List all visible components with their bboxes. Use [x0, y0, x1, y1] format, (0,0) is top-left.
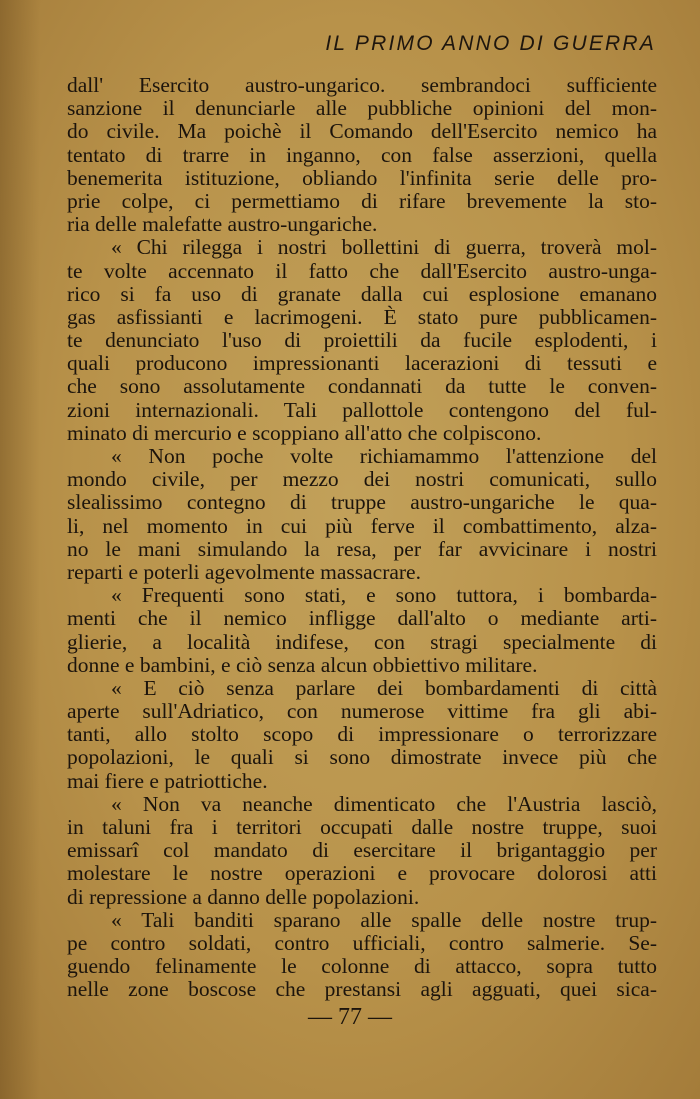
text-line: « E ciò senza parlare dei bombardamenti di città	[111, 675, 657, 700]
body-text	[67, 74, 657, 1002]
running-header: IL PRIMO ANNO DI GUERRA	[325, 32, 656, 55]
text-line: in taluni fra i territori occupati dalle nostre truppe, suoi	[67, 815, 657, 839]
text-line: di repressione a danno delle popolazioni.	[67, 884, 420, 909]
text-line: li, nel momento in cui più ferve il combattimento, alza-	[67, 513, 657, 538]
text-line: slealissimo contegno di truppe austro-ungariche le qua-	[67, 490, 657, 515]
text-line: menti che il nemico infligge dall'alto o mediante arti-	[67, 606, 657, 631]
text-line: reparti e poterli agevolmente massacrare.	[67, 559, 421, 584]
text-line: pe contro soldati, contro ufficiali, contro salmerie. Se-	[67, 930, 657, 955]
text-line: « Non poche volte richiamammo l'attenzione del	[111, 444, 657, 468]
text-line: do civile. Ma poichè il Comando dell'Esercito nemico ha	[67, 119, 657, 144]
text-line: emissarî col mandato di esercitare il brigantaggio per	[67, 838, 657, 863]
text-line: quali producono impressionanti lacerazioni di tessuti e	[67, 351, 657, 376]
text-line: rico si fa uso di granate dalla cui esplosione emanano	[67, 281, 657, 306]
text-line: che sono assolutamente condannati da tutte le conven-	[67, 374, 657, 399]
text-line: gas asfissianti e lacrimogeni. È stato pure pubblicamen-	[67, 304, 657, 329]
text-line: zioni internazionali. Tali pallottole contengono del ful-	[67, 397, 657, 422]
text-line: sanzione il denunciarle alle pubbliche opinioni del mon-	[67, 96, 657, 121]
text-line: molestare le nostre operazioni e provocare dolorosi atti	[67, 861, 657, 886]
text-line: guendo felinamente le colonne di attacco, sopra tutto	[67, 954, 657, 979]
text-line: te volte accennato il fatto che dall'Esercito austro-unga-	[67, 258, 657, 283]
text-line: « Non va neanche dimenticato che l'Austria lasciò,	[111, 791, 657, 816]
text-line: dall' Esercito austro-ungarico. sembrandoci sufficiente	[67, 73, 657, 97]
text-line: te denunciato l'uso di proiettili da fucile esplodenti, i	[67, 328, 657, 353]
page-edge-shadow	[0, 0, 40, 1099]
text-line: « Tali banditi sparano alle spalle delle nostre trup-	[111, 907, 657, 932]
text-line: donne e bambini, e ciò senza alcun obbiettivo militare.	[67, 652, 538, 677]
text-line: ria delle malefatte austro-ungariche.	[67, 212, 378, 237]
text-line: prie colpe, ci permettiamo di rifare brevemente la sto-	[67, 188, 657, 213]
text-line: tanti, allo stolto scopo di impressionare o terrorizzare	[67, 722, 657, 747]
text-line: nelle zone boscose che prestansi agli agguati, quei sica-	[67, 977, 657, 1002]
text-line: glierie, a località indifese, con stragi specialmente di	[67, 629, 657, 654]
text-line: « Frequenti sono stati, e sono tuttora, i bombarda-	[111, 583, 657, 608]
text-line: tentato di trarre in inganno, con false asserzioni, quella	[67, 142, 657, 167]
text-line: aperte sull'Adriatico, con numerose vittime fra gli abi-	[67, 699, 657, 724]
text-line: no le mani simulando la resa, per far avvicinare i nostri	[67, 536, 657, 561]
text-line: mondo civile, per mezzo dei nostri comunicati, sullo	[67, 467, 657, 492]
page-number: — 77 —	[308, 1004, 392, 1030]
text-line: benemerita istituzione, obliando l'infinita serie delle pro-	[67, 165, 657, 190]
text-line: « Chi rilegga i nostri bollettini di guerra, troverà mol-	[111, 235, 657, 260]
text-line: minato di mercurio e scoppiano all'atto che colpiscono.	[67, 420, 542, 445]
text-line: mai fiere e patriottiche.	[67, 768, 268, 793]
text-line: popolazioni, le quali si sono dimostrate invece più che	[67, 745, 657, 770]
